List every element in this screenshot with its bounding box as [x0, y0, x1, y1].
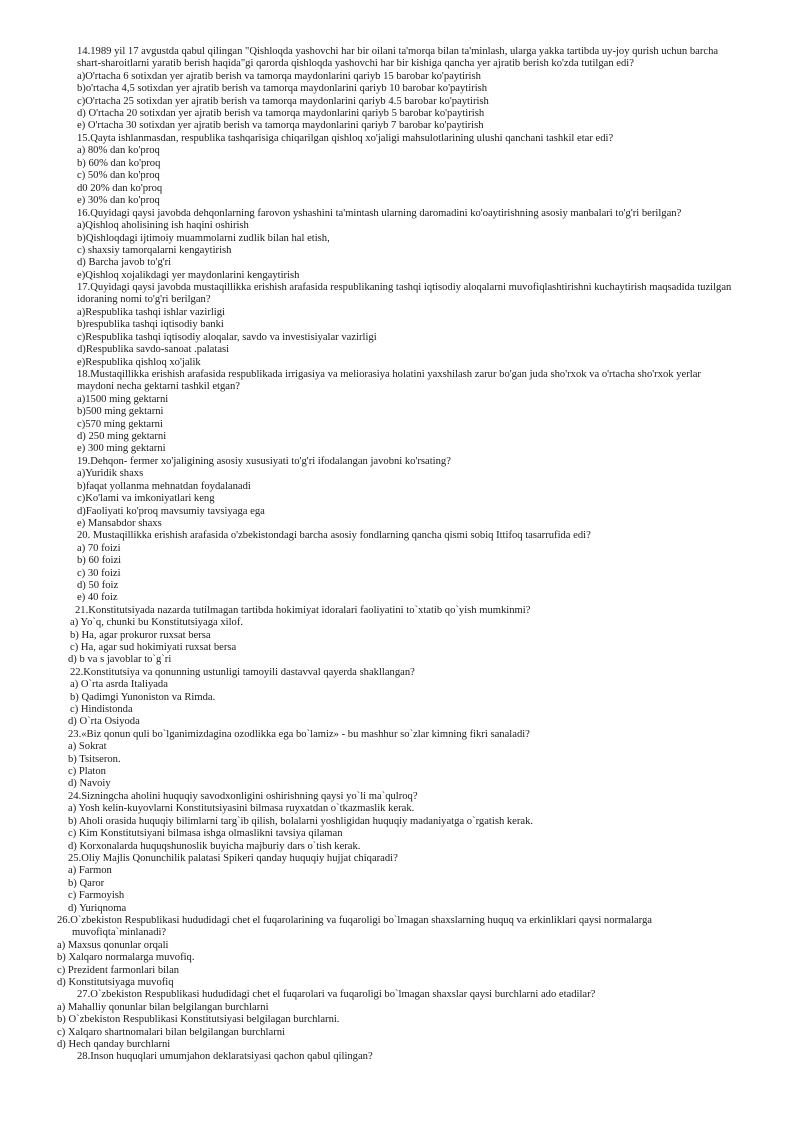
question-28: 28.Inson huquqlari umumjahon deklaratsiyasi qachon qabul qilingan? — [77, 1051, 373, 1062]
option: b) O`zbekiston Respublikasi Konstitutsiyasi belgilagan burchlarni. — [57, 1014, 340, 1025]
option: a) Yo`q, chunki bu Konstitutsiyaga xilof. — [70, 617, 244, 628]
option: e)Respublika qishloq xo'jalik — [77, 357, 201, 368]
option: a) Maxsus qonunlar orqali — [57, 940, 169, 951]
option: e) O'rtacha 30 sotixdan yer ajratib berish va tamorqa maydonlarini qariyb 7 barobar ko'paytirish — [77, 120, 484, 131]
option: b)respublika tashqi iqtisodiy banki — [77, 319, 224, 330]
option: b)faqat yollanma mehnatdan foydalanadi — [77, 481, 251, 492]
option: a) Sokrat — [68, 741, 107, 752]
question-19: 19.Dehqon- fermer xo'jaligining asosiy xususiyati to'g'ri ifodalangan javobni ko'rsating? — [77, 456, 451, 467]
question-20: 20. Mustaqillikka erishish arafasida o'zbekistondagi barcha asosiy fondlarning qancha qismi sobiq Ittifoq tasarrufida edi? — [77, 530, 591, 541]
question-16: 16.Quyidagi qaysi javobda dehqonlarning farovon yshashini ta'mintash ularning daromadini ko'oaytirishning asosiy manbalari to'g'ri berilgan? — [77, 208, 682, 219]
option: c)Respublika tashqi iqtisodiy aloqalar, savdo va investisiyalar vazirligi — [77, 332, 377, 343]
option: d) Barcha javob to'g'ri — [77, 257, 172, 268]
question-17-cont: idoraning nomi to'g'ri berilgan? — [77, 294, 211, 305]
option: d) Hech qanday burchlarni — [57, 1039, 171, 1050]
option: b) Aholi orasida huquqiy bilimlarni targ`ib qilish, bolalarni yoshligidan huquqiy madaniyatga o`rgatish kerak. — [68, 816, 534, 827]
question-17: 17.Quyidagi qaysi javobda mustaqillikka erishish arafasida respublikaning tashqi iqtisodiy aloqalarni muvofiqlashtirishni kuchaytirish maqsadida tuzilgan — [77, 282, 732, 293]
question-21: 21.Konstitutsiyada nazarda tutilmagan tartibda hokimiyat idoralari faoliyatini to`xtatib qo`yish mumkinmi? — [75, 605, 531, 616]
option: d0 20% dan ko'proq — [77, 183, 163, 194]
option: c) Farmoyish — [68, 890, 125, 901]
option: e) Mansabdor shaxs — [77, 518, 162, 529]
option: b) 60 foizi — [77, 555, 122, 566]
question-14-cont: shart-sharoitlarni yaratib berish haqida"gi qarorda qishloqda yashovchi har bir kishiga qancha yer ajratib berish ko'zda tutilgan edi? — [77, 58, 634, 69]
option: c) Ha, agar sud hokimiyati ruxsat bersa — [70, 642, 237, 653]
option: e) 30% dan ko'proq — [77, 195, 160, 206]
option: a)Yuridik shaxs — [77, 468, 144, 479]
option: b) Qaror — [68, 878, 105, 889]
option: a) Farmon — [68, 865, 112, 876]
option: d)Faoliyati ko'proq mavsumiy tavsiyaga ega — [77, 506, 265, 517]
option: c) 30 foizi — [77, 568, 121, 579]
option: a) 80% dan ko'proq — [77, 145, 160, 156]
option: d) O`rta Osiyoda — [68, 716, 140, 727]
question-15: 15.Qayta ishlanmasdan, respublika tashqarisiga chiqarilgan qishloq xo'jaligi mahsulotlarining ulushi qanchani tashkil etar edi? — [77, 133, 614, 144]
question-18: 18.Mustaqillikka erishish arafasida respublikada irrigasiya va meliorasiya holatini yaxshilash zarur bo'gan juda sho'rxok va o'rtacha sho'rxok yerlar — [77, 369, 701, 380]
option: d) O'rtacha 20 sotixdan yer ajratib berish va tamorqa maydonlarini qariyb 5 barobar ko'paytirish — [77, 108, 485, 119]
question-26-cont: muvofiqta`minlanadi? — [72, 927, 167, 938]
option: d) 250 ming gektarni — [77, 431, 167, 442]
option: b)500 ming gektarni — [77, 406, 164, 417]
option: d) Navoiy — [68, 778, 111, 789]
question-24: 24.Sizningcha aholini huquqiy savodxonligini oshirishning qaysi yo`li ma`qulroq? — [68, 791, 418, 802]
option: b) Ha, agar prokuror ruxsat bersa — [70, 630, 211, 641]
option: a)O'rtacha 6 sotixdan yer ajratib berish va tamorqa maydonlarini qariyb 15 barobar ko'paytirish — [77, 71, 481, 82]
option: d)Respublika savdo-sanoat .palatasi — [77, 344, 230, 355]
option: a) Yosh kelin-kuyovlarni Konstitutsiyasini bilmasa ruyxatdan o`tkazmaslik kerak. — [68, 803, 415, 814]
option: a)Respublika tashqi ishlar vazirligi — [77, 307, 225, 318]
option: b)o'rtacha 4,5 sotixdan yer ajratib berish va tamorqa maydonlarini qariyb 10 barobar ko'paytirish — [77, 83, 488, 94]
question-14: 14.1989 yil 17 avgustda qabul qilingan "Qishloqda yashovchi har bir oilani ta'morqa bilan ta'minlash, ularga yakka tartibda uy-joy qurish uchun barcha — [77, 46, 719, 57]
option: c) 50% dan ko'proq — [77, 170, 160, 181]
option: a) 70 foizi — [77, 543, 121, 554]
option: c) Hindistonda — [70, 704, 133, 715]
question-25: 25.Oliy Majlis Qonunchilik palatasi Spikeri qanday huquqiy hujjat chiqaradi? — [68, 853, 398, 864]
option: a)1500 ming gektarni — [77, 394, 169, 405]
option: c) Xalqaro shartnomalari bilan belgilangan burchlarni — [57, 1027, 285, 1038]
option: d) Yuriqnoma — [68, 903, 127, 914]
option: a) O`rta asrda Italiyada — [70, 679, 168, 690]
option: c) shaxsiy tamorqalarni kengaytirish — [77, 245, 232, 256]
option: e)Qishloq xojalikdagi yer maydonlarini kengaytirish — [77, 270, 300, 281]
option: d) Korxonalarda huquqshunoslik buyicha majburiy dars o`tish kerak. — [68, 841, 361, 852]
option: c)O'rtacha 25 sotixdan yer ajratib berish va tamorqa maydonlarini qariyb 4.5 barobar ko'paytirish — [77, 96, 489, 107]
option: a) Mahalliy qonunlar bilan belgilangan burchlarni — [57, 1002, 269, 1013]
option: b) Xalqaro normalarga muvofiq. — [57, 952, 195, 963]
option: b) Qadimgi Yunoniston va Rimda. — [70, 692, 216, 703]
option: c) Kim Konstitutsiyani bilmasa ishga olmaslikni tavsiya qilaman — [68, 828, 343, 839]
question-26: 26.O`zbekiston Respublikasi hududidagi chet el fuqarolarining va fuqaroligi bo`lmagan shaxslarning huquq va erkinliklari qaysi normalarga — [57, 915, 652, 926]
question-27: 27.O`zbekiston Respublikasi hududidagi chet el fuqarolari va fuqaroligi bo`lmagan shaxslar qaysi burchlarni ado etadilar? — [77, 989, 596, 1000]
option: d) 50 foiz — [77, 580, 119, 591]
option: b) Tsitseron. — [68, 754, 121, 765]
question-23: 23.«Biz qonun quli bo`lganimizdagina ozodlikka ega bo`lamiz» - bu mashhur so`zlar kimning fikri sanaladi? — [68, 729, 530, 740]
option: e) 300 ming gektarni — [77, 443, 166, 454]
option: e) 40 foiz — [77, 592, 118, 603]
option: d) b va s javoblar to`g`ri — [68, 654, 172, 665]
question-22: 22.Konstitutsiya va qonunning ustunligi tamoyili dastavval qayerda shakllangan? — [70, 667, 415, 678]
option: b) 60% dan ko'proq — [77, 158, 161, 169]
option: c)570 ming gektarni — [77, 419, 163, 430]
question-18-cont: maydoni necha gektarni tashkil etgan? — [77, 381, 240, 392]
option: c) Prezident farmonlari bilan — [57, 965, 180, 976]
option: b)Qishloqdagi ijtimoiy muammolarni zudlik bilan hal etish, — [77, 233, 330, 244]
option: c)Ko'lami va imkoniyatlari keng — [77, 493, 215, 504]
option: a)Qishloq aholisining ish haqini oshirish — [77, 220, 249, 231]
option: c) Platon — [68, 766, 106, 777]
option: d) Konstitutsiyaga muvofiq — [57, 977, 174, 988]
